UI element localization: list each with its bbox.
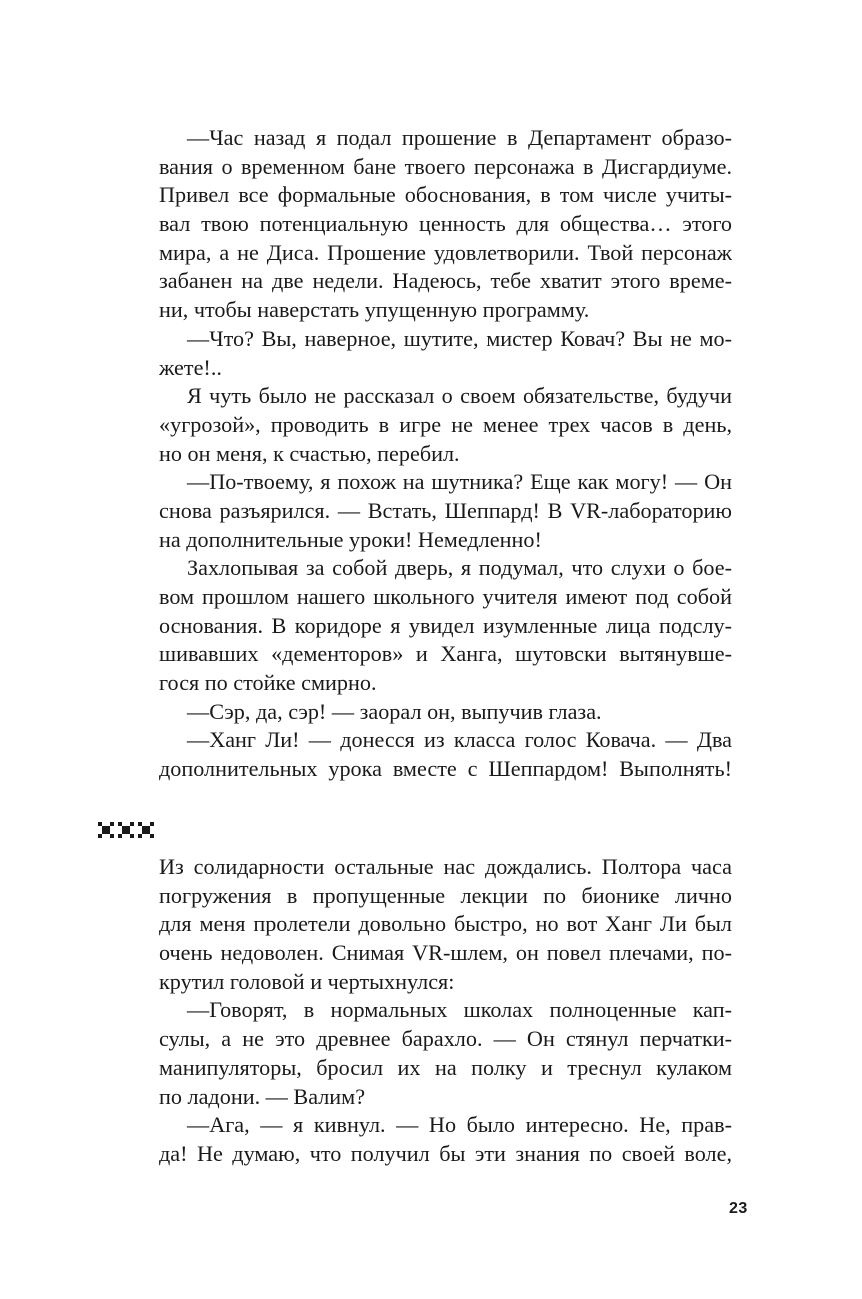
text-line: Я чуть было не рассказал о своем обязательстве, будучи (187, 383, 732, 409)
text-block-2 (159, 853, 732, 1169)
text-line: вания о временном бане твоего персонажа в Дисгардиуме. (159, 153, 732, 179)
text-line: гося по стойке смирно. (159, 670, 377, 696)
text-line: «угрозой», проводить в игре не менее трех часов в день, (159, 411, 732, 437)
text-line: —По-твоему, я похож на шутника? Еще как могу! — Он (187, 469, 732, 495)
text-line: жете!.. (159, 354, 222, 380)
text-line: —Час назад я подал прошение в Департамент образо- (187, 125, 732, 150)
text-line: вал твою потенциальную ценность для общества… этого (159, 211, 732, 237)
text-line: мира, а не Диса. Прошение удовлетворили. Твой персонаж (159, 239, 732, 265)
text-line: дополнительных урока вместе с Шеппардом! Выполнять! (159, 756, 732, 782)
text-line: по ладони. — Валим? (159, 1083, 366, 1109)
text-line: Привел все формальные обоснования, в том числе учиты- (159, 182, 732, 208)
text-line: —Что? Вы, наверное, шутите, мистер Ковач? Вы не мо- (187, 325, 732, 351)
text-line: Захлопывая за собой дверь, я подумал, что слухи о бое- (187, 555, 732, 581)
text-line: для меня пролетели довольно быстро, но вот Ханг Ли был (159, 911, 732, 937)
pixel-x-icon (98, 822, 114, 838)
text-line: крутил головой и чертыхнулся: (159, 968, 455, 994)
text-line: очень недоволен. Снимая VR-шлем, он повел плечами, по- (159, 940, 732, 966)
page-number: 23 (729, 1200, 748, 1217)
text-block-1 (159, 124, 732, 784)
text-line: снова разъярился. — Встать, Шеппард! В VR-лабораторию (159, 497, 732, 523)
text-line: шивавших «дементоров» и Ханга, шутовски вытянувше- (159, 641, 732, 667)
text-line: на дополнительные уроки! Немедленно! (159, 526, 542, 552)
text-line: Из солидарности остальные нас дождались. Полтора часа (159, 854, 732, 879)
text-line: но он меня, к счастью, перебил. (159, 440, 460, 466)
text-line: сулы, а не это древнее барахло. — Он стянул перчатки- (159, 1026, 732, 1052)
text-line: —Говорят, в нормальных школах полноценные кап- (187, 997, 732, 1023)
text-line: забанен на две недели. Надеюсь, тебе хватит этого време- (159, 268, 732, 294)
text-line: погружения в пропущенные лекции по бионике лично (159, 882, 732, 908)
text-line: манипуляторы, бросил их на полку и треснул кулаком (159, 1054, 732, 1080)
text-line: —Ага, — я кивнул. — Но было интересно. Не, прав- (187, 1112, 732, 1138)
text-line: ни, чтобы наверстать упущенную программу. (159, 297, 590, 323)
text-line: —Ханг Ли! — донесся из класса голос Ковача. — Два (187, 727, 732, 753)
text-line: вом прошлом нашего школьного учителя имеют под собой (159, 584, 732, 609)
text-line: основания. В коридоре я увидел изумленные лица подслу- (159, 612, 732, 638)
section-separator (98, 822, 154, 838)
text-line: да! Не думаю, что получил бы эти знания по своей воле, (159, 1140, 732, 1166)
pixel-x-icon (118, 822, 134, 838)
pixel-x-icon (138, 822, 154, 838)
text-line: —Сэр, да, сэр! — заорал он, выпучив глаза. (187, 698, 602, 724)
